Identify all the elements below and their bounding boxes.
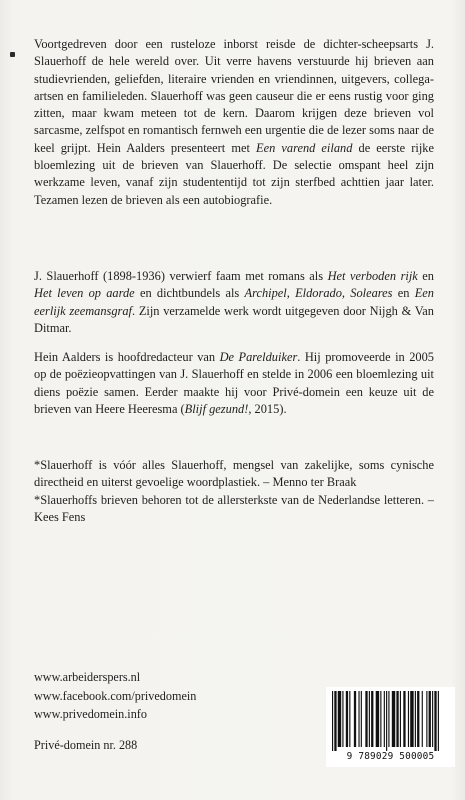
quote-fens: *Slauerhoffs brieven behoren tot de allersterkste van de Nederlandse letteren. – Kees Fens xyxy=(34,492,434,524)
barcode-bar xyxy=(408,691,409,747)
barcode-bar xyxy=(376,691,379,747)
link-privedomein[interactable]: www.privedomein.info xyxy=(34,707,147,721)
barcode-bar xyxy=(400,691,401,747)
barcode-bar xyxy=(349,691,350,747)
barcode-bar xyxy=(342,691,343,747)
barcode-digits: 9 789029 500005 xyxy=(346,751,435,762)
barcode-bar xyxy=(334,691,336,751)
barcode-bar xyxy=(380,691,381,747)
barcode-bar xyxy=(417,691,419,747)
barcode-bars xyxy=(330,691,451,751)
barcode-bar xyxy=(332,691,333,751)
blurb-paragraph: Voortgedreven door een rusteloze inborst reisde de dichter-scheepsarts J. Slauerhoff de hele wereld over. Uit verre havens verstuurde hij brieven aan studievrienden, geliefden, literaire vrienden en vriendinnen, uitgevers, collega-artsen en familieleden. Slauerhoff was geen causeur die er eens rustig voor ging zitten, maar kwam meteen tot de kern. Daarom krijgen deze brieven vol sarcasme, zelfspot en romantisch fernweh een urgentie die de lezer soms naar de keel grijpt. Hein Aalders presenteert met Een varend eiland de eerste rijke bloemlezing uit de brieven van Slauerhoff. De selectie omspant heel zijn werkzame leven, vanaf zijn studententijd tot zijn sterfbed achttien jaar later. Tezamen lezen de brieven als een autobiografie. xyxy=(34,37,434,207)
link-facebook[interactable]: www.facebook.com/privedomein xyxy=(34,688,197,703)
review-quotes xyxy=(34,457,434,526)
barcode-bar xyxy=(410,691,413,747)
barcode-bar xyxy=(434,691,436,751)
barcode-bar xyxy=(338,691,341,747)
barcode-bar xyxy=(422,691,423,747)
author-bio: J. Slauerhoff (1898-1936) verwierf faam met romans als Het verboden rijk en Het leven op aarde en dichtbundels als Archipel, Eldorado, Soleares en Een eerlijk zeemansgraf. Zijn verzamelde werk wordt uitgegeven door Nijgh & Van Ditmar. xyxy=(34,269,434,335)
barcode-bar xyxy=(392,691,395,747)
barcode-bar xyxy=(432,691,433,747)
barcode-bar xyxy=(388,691,389,747)
barcode-bar xyxy=(426,691,427,747)
quote-ter-braak: *Slauerhoff is vóór alles Slauerhoff, mengsel van zakelijke, soms cynische directheid en uiterst gevoelige woordplastiek. – Menno ter Braak xyxy=(34,458,434,490)
barcode-bar xyxy=(365,691,367,747)
isbn-barcode xyxy=(326,687,455,767)
barcode-bar xyxy=(429,691,431,747)
barcode-bar xyxy=(415,691,416,747)
link-arbeiderspers[interactable]: www.arbeiderspers.nl xyxy=(34,670,141,684)
web-links xyxy=(34,668,254,724)
barcode-bar xyxy=(346,691,348,747)
barcode-bar xyxy=(369,691,370,747)
editor-bio: Hein Aalders is hoofdredacteur van De Parelduiker. Hij promoveerde in 2005 op de poëzieopvattingen van J. Slauerhoff en stelde in 2006 een bloemlezing uit diens poëzie samen. Eerder maakte hij voor Privé-domein een keuze uit de brieven van Heere Heeresma (Blijf gezund!, 2015). xyxy=(34,350,434,416)
barcode-bar xyxy=(371,691,373,747)
barcode-bar xyxy=(403,691,405,747)
barcode-bar xyxy=(396,691,398,747)
barcode-bar xyxy=(384,691,385,747)
barcode-bar xyxy=(358,691,359,747)
barcode-bar xyxy=(354,691,356,747)
barcode-bar xyxy=(361,691,362,747)
bullet-mark xyxy=(10,52,15,57)
barcode-bar xyxy=(386,691,387,751)
series-number: Privé-domein nr. 288 xyxy=(34,738,138,752)
book-title: Een varend eiland xyxy=(256,140,353,155)
barcode-bar xyxy=(438,691,439,751)
